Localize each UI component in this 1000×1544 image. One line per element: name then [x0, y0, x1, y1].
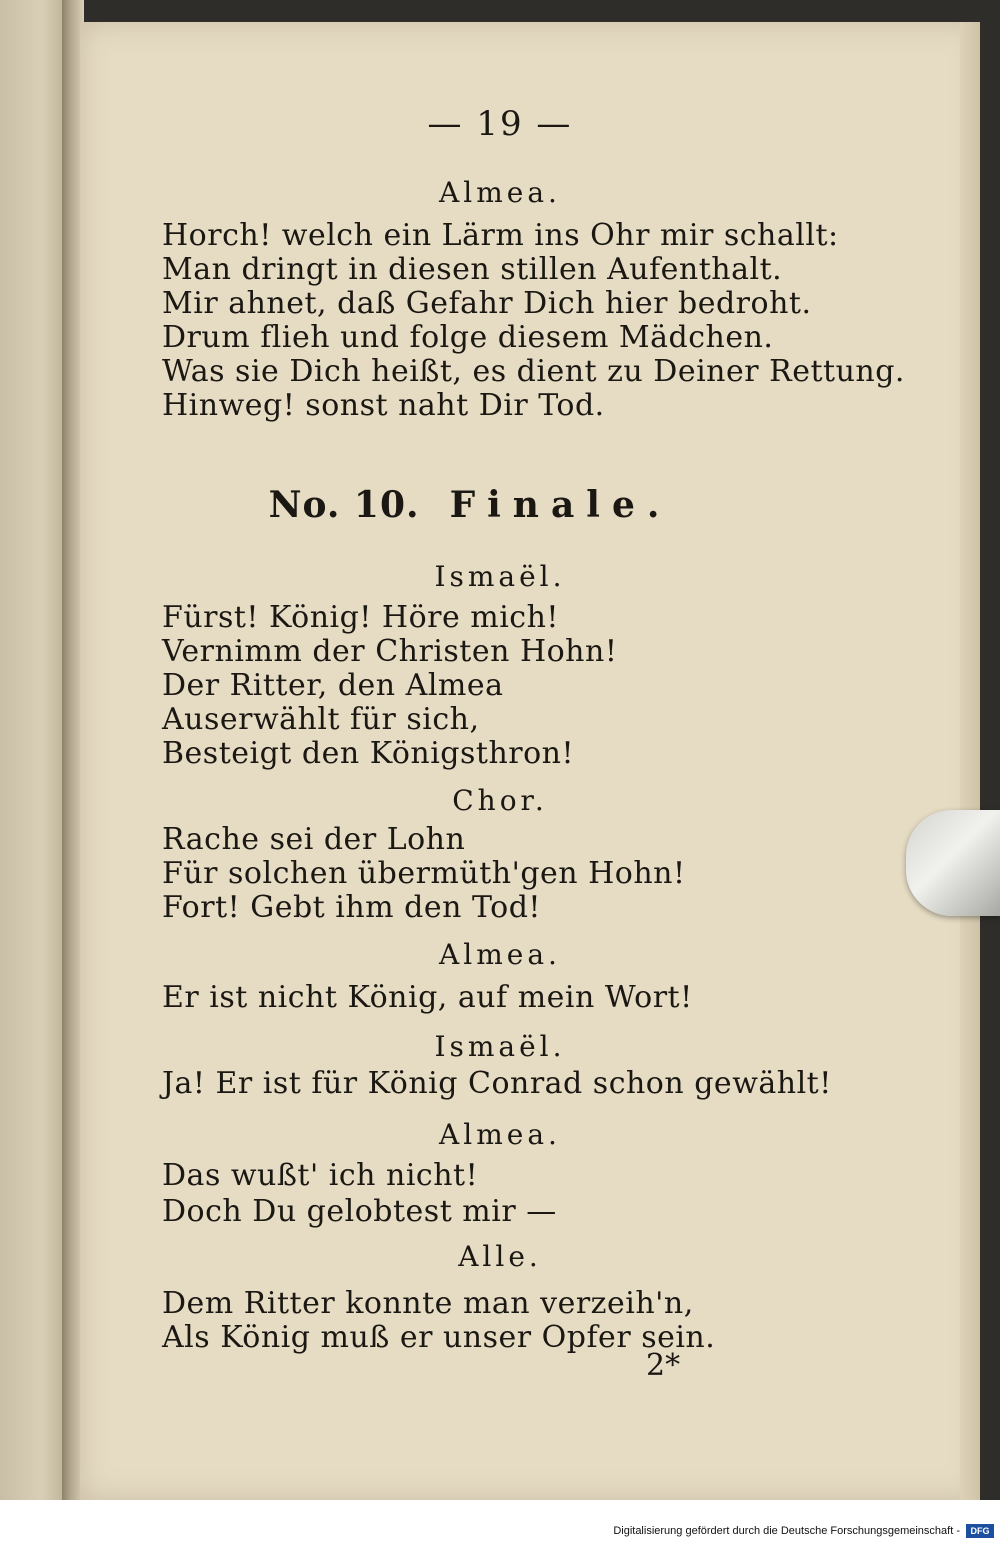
- funding-credit: Digitalisierung gefördert durch die Deutsche Forschungsgemeinschaft -: [613, 1525, 960, 1537]
- speaker-label: Almea.: [439, 1118, 561, 1151]
- verse-line: Der Ritter, den Almea: [162, 668, 504, 703]
- verse-line: Was sie Dich heißt, es dient zu Deiner Rettung.: [162, 354, 905, 389]
- verse-line: Auserwählt für sich,: [162, 702, 480, 737]
- printer-signature: 2*: [646, 1348, 681, 1383]
- speaker-label: Chor.: [452, 784, 548, 817]
- page-number: — 19 —: [427, 104, 573, 144]
- verse-line: Fürst! König! Höre mich!: [162, 600, 559, 635]
- verse-line: Dem Ritter konnte man verzeih'n,: [162, 1286, 694, 1321]
- verse-line: Mir ahnet, daß Gefahr Dich hier bedroht.: [162, 286, 812, 321]
- speaker-label: Almea.: [439, 938, 561, 971]
- verse-line: Fort! Gebt ihm den Tod!: [162, 890, 541, 925]
- speaker-label: Ismaël.: [434, 560, 566, 593]
- dfg-logo-icon: DFG: [966, 1524, 994, 1538]
- verse-line: Drum flieh und folge diesem Mädchen.: [162, 320, 774, 355]
- verse-line: Ja! Er ist für König Conrad schon gewählt!: [162, 1066, 832, 1101]
- section-title: Finale.: [449, 484, 672, 526]
- verse-line: Als König muß er unser Opfer sein.: [162, 1320, 716, 1355]
- left-page-edge: [0, 0, 70, 1500]
- verse-line: Vernimm der Christen Hohn!: [162, 634, 618, 669]
- speaker-label: Ismaël.: [434, 1030, 566, 1063]
- page-clip: [906, 810, 1000, 916]
- verse-line: Er ist nicht König, auf mein Wort!: [162, 980, 693, 1015]
- verse-line: Rache sei der Lohn: [162, 822, 466, 857]
- page-edge: [960, 22, 980, 1500]
- verse-line: Man dringt in diesen stillen Aufenthalt.: [162, 252, 783, 287]
- section-heading: [0, 484, 940, 526]
- verse-line: Doch Du gelobtest mir —: [162, 1194, 557, 1229]
- verse-line: Horch! welch ein Lärm ins Ohr mir schallt:: [162, 218, 839, 253]
- verse-line: Besteigt den Königsthron!: [162, 736, 575, 771]
- verse-line: Für solchen übermüth'gen Hohn!: [162, 856, 686, 891]
- verse-line: Das wußt' ich nicht!: [162, 1158, 479, 1193]
- verse-line: Hinweg! sonst naht Dir Tod.: [162, 388, 605, 423]
- footer-bar: [0, 1500, 1000, 1544]
- section-number: No. 10.: [268, 484, 420, 526]
- speaker-label: Almea.: [439, 176, 561, 209]
- speaker-label: Alle.: [458, 1240, 542, 1273]
